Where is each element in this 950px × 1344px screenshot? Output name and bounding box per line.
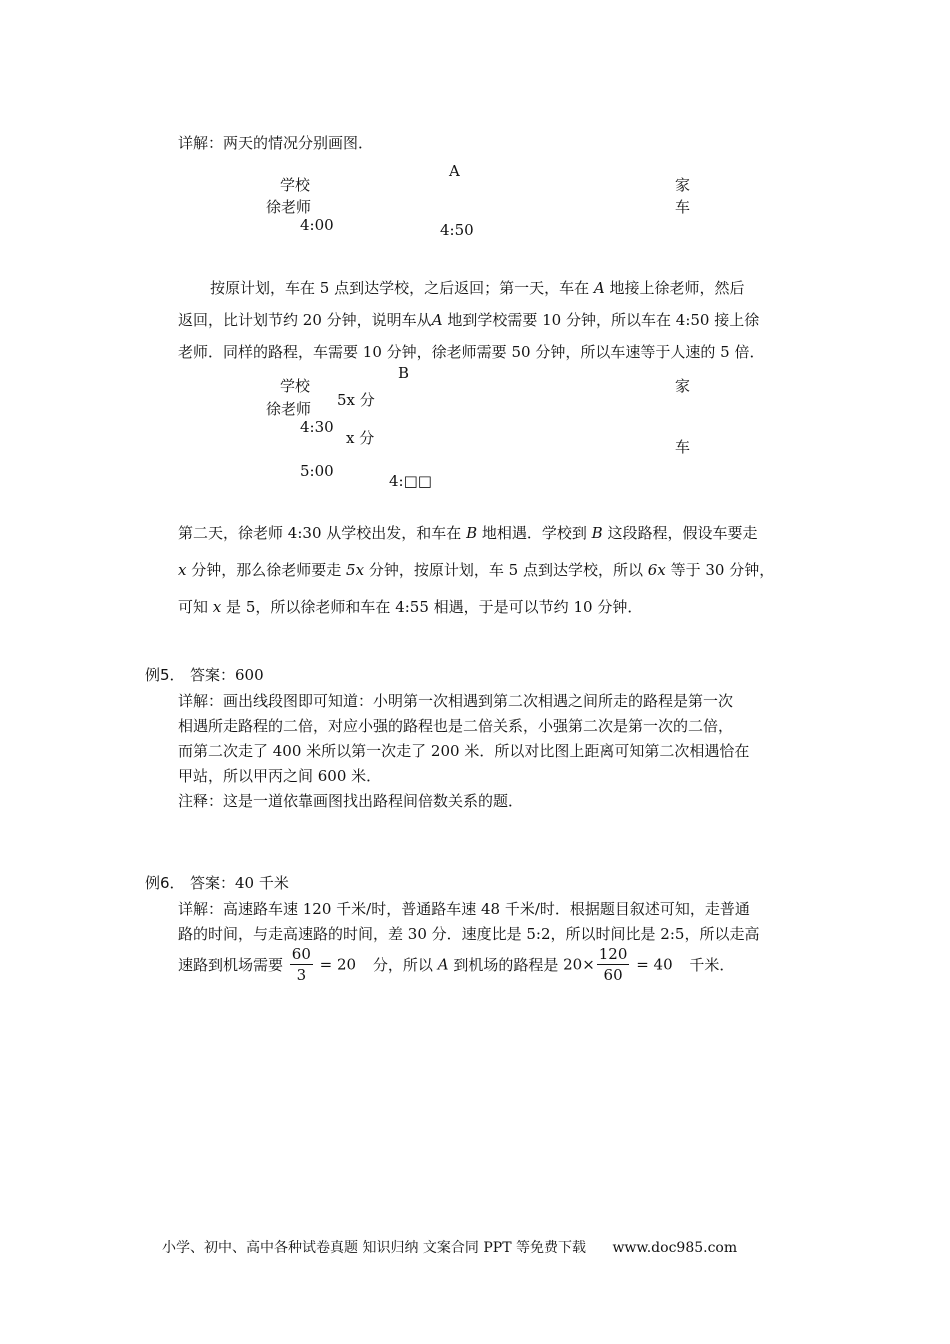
footer-text: 小学、初中、高中各种试卷真题 知识归纳 文案合同 PPT 等免费下载: [162, 1240, 586, 1256]
diagram2-time-unknown: 4:□□: [389, 472, 432, 490]
example6-formula-line: 速路到机场需要 $\frac{60}{3}$ = 20 分，所以 A 到机场的路程是 20× $\frac{120}{60}$ = 40 千米．: [178, 945, 735, 984]
diagram2-time-430: 4:30: [300, 418, 334, 436]
text-line: 甲站，所以甲丙之间 600 米．: [178, 767, 382, 785]
example5-label: 例5．: [145, 666, 185, 684]
diagram2-point-b: B: [398, 364, 410, 382]
example6-body: [178, 897, 759, 947]
diagram2-home: 家: [675, 377, 691, 395]
diagram1-home: 家: [675, 176, 691, 194]
diagram1-teacher: 徐老师: [266, 198, 312, 216]
text-line: 注释：这是一道依靠画图找出路程间倍数关系的题．: [178, 792, 524, 810]
footer: [162, 1237, 737, 1257]
diagram1-car: 车: [675, 198, 691, 216]
example6-answer: 答案：40 千米: [190, 874, 289, 892]
text-line: 路的时间，与走高速路的时间，差 30 分．速度比是 5:2，所以时间比是 2:5，所以走高: [178, 925, 760, 943]
example6-label: 例6．: [145, 874, 185, 892]
diagram2-teacher: 徐老师: [266, 400, 312, 418]
example5-answer: 答案：600: [190, 666, 264, 684]
explanation-paragraph-2: 第二天，徐老师 4:30 从学校出发，和车在 B 地相遇．学校到 B 这段路程，假设车要走 x 分钟，那么徐老师要走 5x 分钟，按原计划，车 5 点到达学校，所以 6x 等于 30 分钟， 可知 x 是 5，所以徐老师和车在 4:55 相遇，于是可以节约 10 分钟．: [178, 524, 775, 616]
diagram1-school: 学校: [280, 176, 311, 194]
diagram1-time-start: 4:00: [300, 216, 334, 234]
diagram1-time-meet: 4:50: [440, 221, 474, 239]
text-line: 相遇所走路程的二倍，对应小强的路程也是二倍关系，小强第二次是第一次的二倍，: [178, 717, 734, 735]
diagram2-school: 学校: [280, 377, 311, 395]
diagram2-seg-x: x 分: [346, 429, 375, 447]
text-line: 详解：高速路车速 120 千米/时，普通路车速 48 千米/时．根据题目叙述可知，走普通: [178, 900, 750, 918]
text-line: 详解：画出线段图即可知道：小明第一次相遇到第二次相遇之间所走的路程是第一次: [178, 692, 734, 710]
footer-url[interactable]: www.doc985.com: [612, 1240, 738, 1256]
diagram1-point-a: A: [449, 162, 460, 180]
diagram2-seg-5x: 5x 分: [337, 391, 375, 409]
fraction-60-over-3: $\frac{60}{3}$: [291, 945, 311, 984]
text-line: 而第二次走了 400 米所以第一次走了 200 米．所以对比图上距离可知第二次相遇恰在: [178, 742, 750, 760]
diagram2-time-500: 5:00: [300, 462, 334, 480]
fraction-120-over-60: $\frac{120}{60}$: [598, 945, 628, 984]
example5-body: [178, 689, 749, 814]
solution-intro: 详解：两天的情况分别画图．: [178, 134, 374, 152]
diagram2-car: 车: [675, 438, 691, 456]
explanation-paragraph-1: 按原计划，车在 5 点到达学校，之后返回；第一天，车在 A 地接上徐老师，然后 返回，比计划节约 20 分钟，说明车从A 地到学校需要 10 分钟，所以车在 4:50 接上徐 老师．同样的路程，车需要 10 分钟，徐老师需要 50 分钟，所以车速等于人速的 5 倍．: [178, 279, 765, 361]
